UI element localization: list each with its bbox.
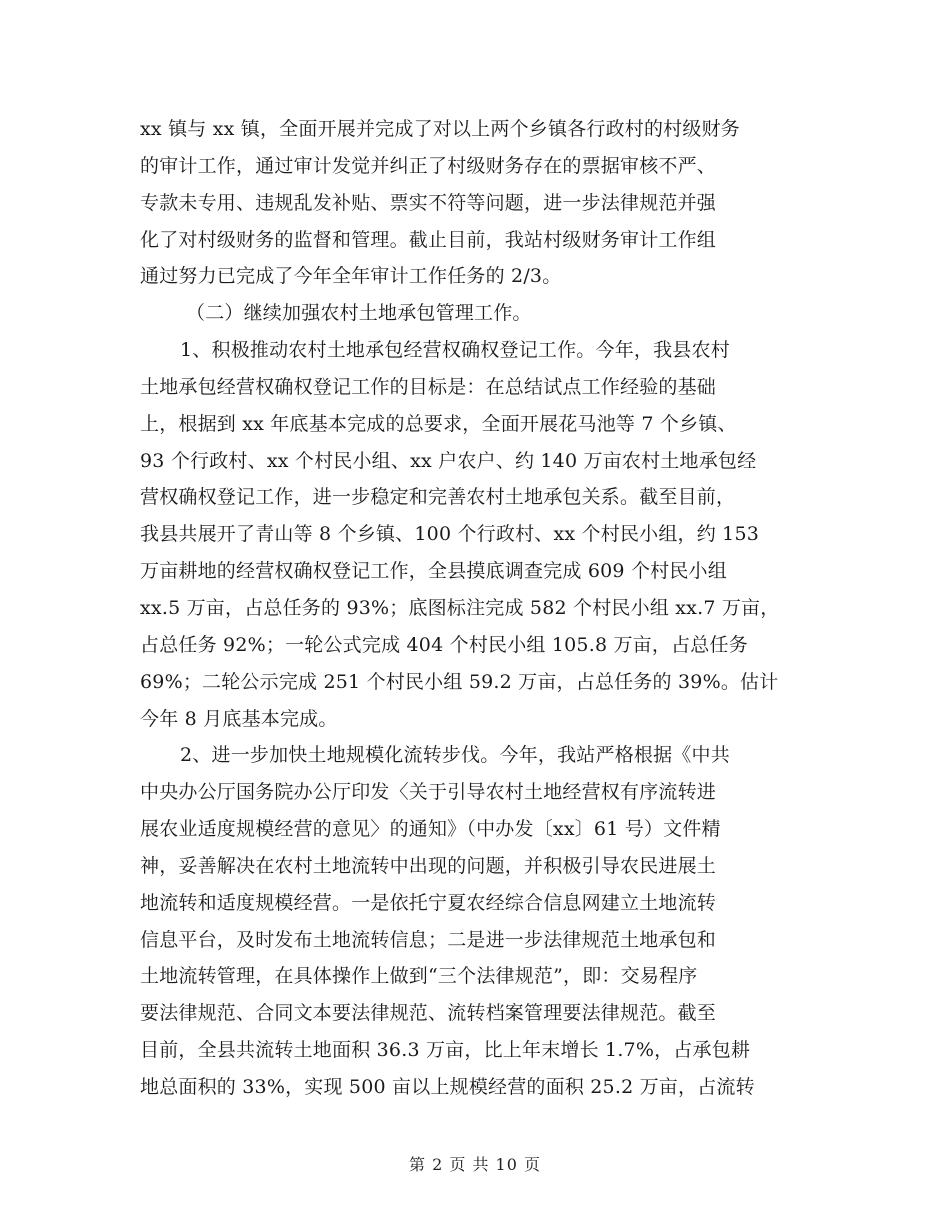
text-line: 专款未专用、违规乱发补贴、票实不符等问题，进一步法律规范并强 xyxy=(140,191,717,214)
text-line: 要法律规范、合同文本要法律规范、流转档案管理要法律规范。截至 xyxy=(140,1002,717,1025)
text-line: 展农业适度规模经营的意见〉的通知》（中办发〔xx〕61 号）文件精 xyxy=(140,818,721,841)
text-line: 69%；二轮公示完成 251 个村民小组 59.2 万亩，占总任务的 39%。估计 xyxy=(140,670,779,693)
text-line: 化了对村级财务的监督和管理。截止目前，我站村级财务审计工作组 xyxy=(140,228,717,251)
document-body xyxy=(140,111,810,1106)
text-line: 目前，全县共流转土地面积 36.3 万亩，比上年末增长 1.7%，占承包耕 xyxy=(140,1039,751,1062)
text-line: 地流转和适度规模经营。一是依托宁夏农经综合信息网建立土地流转 xyxy=(140,891,717,914)
text-line: 占总任务 92%；一轮公式完成 404 个村民小组 105.8 万亩，占总任务 xyxy=(140,633,748,656)
text-line: 土地承包经营权确权登记工作的目标是：在总结试点工作经验的基础 xyxy=(140,375,717,398)
text-line: 地总面积的 33%，实现 500 亩以上规模经营的面积 25.2 万亩，占流转 xyxy=(140,1075,755,1098)
text-line: 93 个行政村、xx 个村民小组、xx 户农户、约 140 万亩农村土地承包经 xyxy=(140,449,757,472)
page-footer: 第 2 页 共 10 页 xyxy=(409,1155,541,1174)
text-line: xx.5 万亩，占总任务的 93%；底图标注完成 582 个村民小组 xx.7 万亩， xyxy=(140,596,780,619)
text-line: 1、积极推动农村土地承包经营权确权登记工作。今年，我县农村 xyxy=(180,339,730,362)
text-line: 今年 8 月底基本完成。 xyxy=(140,707,338,730)
text-line: 通过努力已完成了今年全年审计工作任务的 2/3。 xyxy=(140,265,562,288)
text-line: 2、进一步加快土地规模化流转步伐。今年，我站严格根据《中共 xyxy=(180,744,730,767)
text-line: 信息平台，及时发布土地流转信息；二是进一步法律规范土地承包和 xyxy=(140,928,717,951)
text-line: 万亩耕地的经营权确权登记工作，全县摸底调查完成 609 个村民小组 xyxy=(140,560,727,583)
text-line: 中央办公厅国务院办公厅印发〈关于引导农村土地经营权有序流转进 xyxy=(140,781,717,804)
text-line: 神，妥善解决在农村土地流转中出现的问题，并积极引导农民进展土 xyxy=(140,854,717,877)
text-line: 土地流转管理，在具体操作上做到“三个法律规范”，即：交易程序 xyxy=(140,965,698,988)
text-line: 我县共展开了青山等 8 个乡镇、100 个行政村、xx 个村民小组，约 153 xyxy=(140,523,760,546)
text-line: xx 镇与 xx 镇，全面开展并完成了对以上两个乡镇各行政村的村级财务 xyxy=(140,118,740,140)
text-line: 的审计工作，通过审计发觉并纠正了村级财务存在的票据审核不严、 xyxy=(140,154,717,177)
text-line: 上，根据到 xx 年底基本完成的总要求，全面开展花马池等 7 个乡镇、 xyxy=(140,412,737,435)
text-line: 营权确权登记工作，进一步稳定和完善农村土地承包关系。截至目前， xyxy=(140,486,736,509)
text-line: （二）继续加强农村土地承包管理工作。 xyxy=(186,302,532,325)
